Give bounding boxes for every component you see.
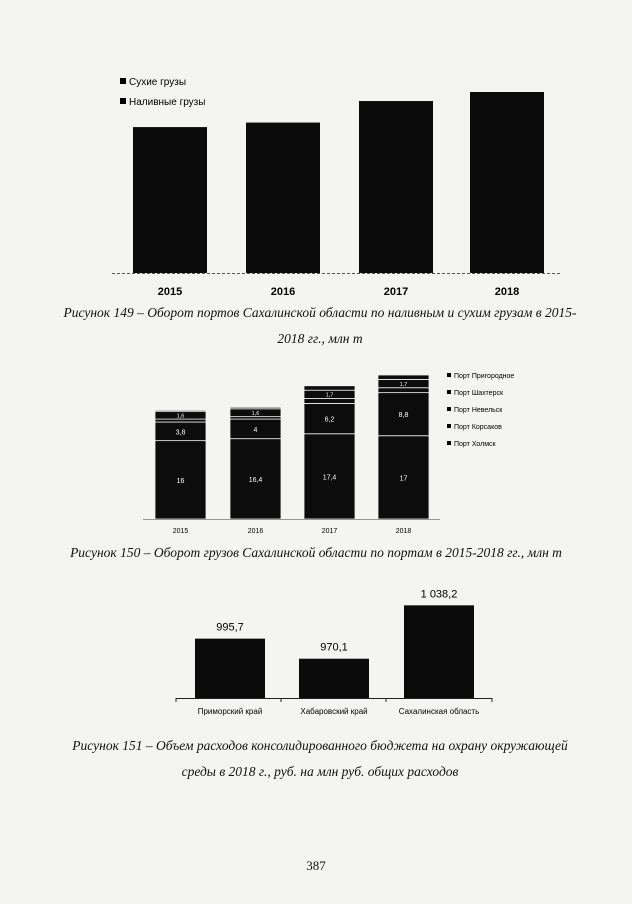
data-label-2018-1: 8,8 [398,412,409,420]
legend-label-0: Сухие грузы [129,77,187,88]
legend-label-3: Порт Корсаков [454,424,502,431]
figure-150-caption: Рисунок 150 – Оборот грузов Сахалинской области по портам в 2015-2018 гг., млн т [70,545,562,560]
data-label-2: 1 038,2 [420,588,458,601]
x-tick-label-2016: 2016 [270,286,296,298]
data-label-2016-1: 4 [253,426,258,434]
data-label-2017-1: 6,2 [324,416,335,424]
bar-2 [404,605,474,698]
data-label-2015-0: 16 [176,477,185,485]
x-tick-label-2: Сахалинская область [398,707,480,716]
x-tick-label-1: Хабаровский край [300,707,368,716]
data-label-2015-1: 3,8 [175,429,186,437]
data-label-2017-3: 1,7 [325,392,334,399]
legend-label-1: Порт Шахтерск [454,390,504,397]
data-label-2018-3: 1,7 [399,381,408,388]
x-tick-label-2017: 2017 [383,286,409,298]
x-tick-label-2015: 2015 [172,528,189,535]
data-label-1: 970,1 [320,641,348,654]
x-tick-label-2018: 2018 [494,286,520,298]
x-tick-label-0: Приморский край [197,707,263,716]
x-tick-label-2017: 2017 [321,528,338,535]
x-tick-label-2018: 2018 [395,528,412,535]
x-tick-label-2015: 2015 [157,286,183,298]
bar-1 [299,659,369,698]
data-label-2017-0: 17,4 [322,474,337,482]
legend-label-4: Порт Холмск [454,441,496,448]
bar-0 [195,639,265,698]
figure-151-caption: Рисунок 151 – Объем расходов консолидированного бюджета на охрану окружающей среды в 2018 г., руб. на млн руб. общих расходов [72,738,568,779]
legend-label-0: Порт Пригородное [454,373,515,380]
data-label-0: 995,7 [216,621,244,634]
figure-149-caption: Рисунок 149 – Оборот портов Сахалинской области по наливным и сухим грузам в 2015-2018 гг., млн т [63,305,577,346]
data-label-2016-3: 1,6 [251,410,260,417]
legend-label-2: Порт Невельск [454,407,503,414]
legend-label-1: Наливные грузы [129,97,206,108]
data-label-2016-0: 16,4 [248,476,263,484]
x-tick-label-2016: 2016 [247,528,264,535]
data-label-2018-0: 17 [399,475,408,483]
data-label-2015-3: 1,6 [176,413,185,420]
page-number: 387 [306,858,326,873]
